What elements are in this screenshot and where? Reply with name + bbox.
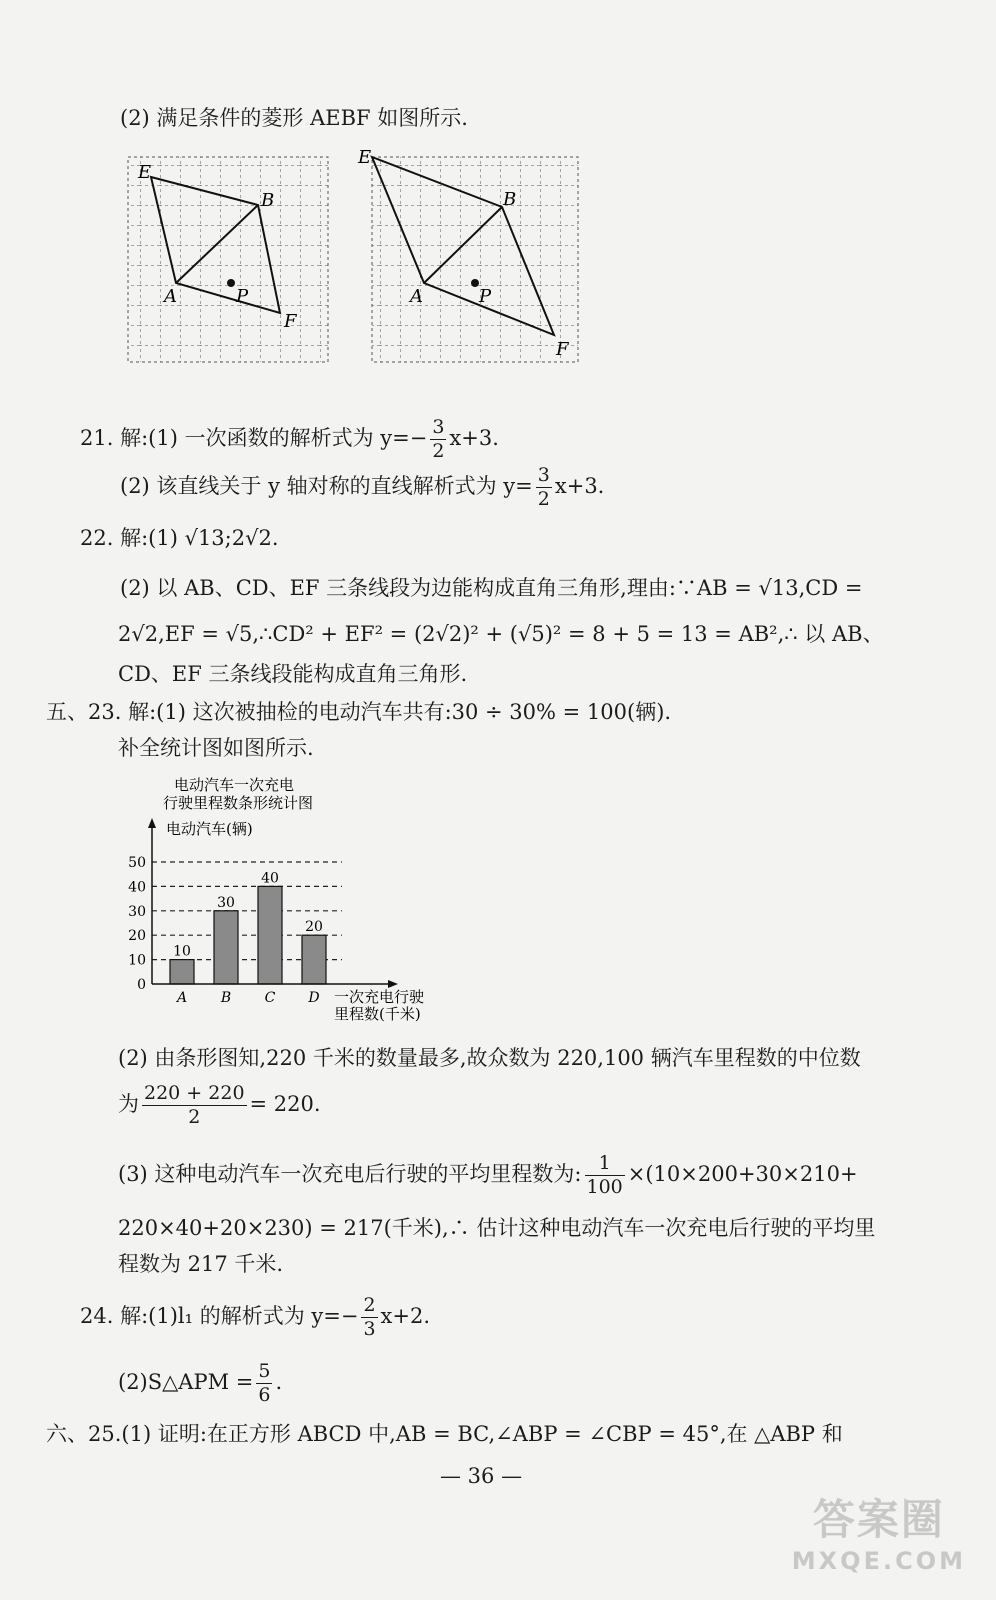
- category-label: B: [220, 990, 232, 1006]
- bar-D: [302, 935, 326, 984]
- label-P: P: [236, 286, 249, 307]
- bar-B: [214, 911, 238, 984]
- y-tick-label: 10: [128, 952, 146, 969]
- y-axis-arrow: [148, 818, 156, 828]
- bar-value-label: 20: [305, 919, 323, 936]
- rhombus-figures: [120, 145, 620, 375]
- page-number: — 36 —: [440, 1464, 523, 1488]
- x-axis-label-line2: 里程数(千米): [334, 1005, 421, 1023]
- watermark-line2: MXQE.COM: [791, 1547, 966, 1575]
- q24-part1: 24. 解:(1)l₁ 的解析式为 y=− $\frac{2}{3}$ x+2.: [80, 1294, 431, 1340]
- y-tick-label: 20: [128, 928, 146, 945]
- chart-title-line2: 行驶里程数条形统计图: [162, 794, 314, 812]
- bar-A: [170, 960, 194, 984]
- label-F: F: [556, 339, 569, 360]
- label-B: B: [261, 190, 275, 211]
- label-A: A: [164, 286, 177, 307]
- right-rhombus-figure: [357, 147, 578, 362]
- q23-part2-line2: 为 $\frac{220 + 220}{2}$ = 220.: [118, 1082, 321, 1128]
- q25-part1: 六、25.(1) 证明:在正方形 ABCD 中,AB = BC,∠ABP = ∠CBP = 45°,在 △ABP 和: [46, 1422, 843, 1446]
- q20-caption: (2) 满足条件的菱形 AEBF 如图所示.: [120, 106, 468, 130]
- q23-part3-line1: (3) 这种电动汽车一次充电后行驶的平均里程数为: $\frac{1}{100}$ ×(10×200+30×210+: [118, 1152, 858, 1198]
- y-tick-label: 50: [128, 855, 146, 871]
- bar-value-label: 30: [217, 894, 235, 911]
- y-tick-label: 40: [128, 879, 146, 896]
- x-axis-label-line1: 一次充电行驶: [334, 988, 425, 1006]
- category-label: C: [264, 990, 276, 1006]
- q23-part3-line3: 程数为 217 千米.: [118, 1252, 284, 1276]
- q21-part1: 21. 解:(1) 一次函数的解析式为 y=− $\frac{3}{2}$ x+3.: [80, 416, 499, 462]
- q22-part2-line2: 2√2,EF = √5,∴CD² + EF² = (2√2)² + (√5)² = 8 + 5 = 13 = AB²,∴ 以 AB、: [118, 622, 884, 646]
- watermark-line1: 答案圈: [812, 1495, 945, 1544]
- label-P: P: [479, 286, 492, 307]
- mileage-bar-chart: [120, 772, 460, 1027]
- y-tick-label: 0: [137, 977, 146, 993]
- q23-part1: 五、23. 解:(1) 这次被抽检的电动汽车共有:30 ÷ 30% = 100(辆).: [46, 700, 672, 724]
- bar-value-label: 10: [173, 943, 191, 960]
- q22-part2-line1: (2) 以 AB、CD、EF 三条线段为边能构成直角三角形,理由:∵AB = √13,CD =: [120, 576, 863, 600]
- category-label: A: [176, 990, 188, 1006]
- q22-part1: 22. 解:(1) √13;2√2.: [80, 526, 279, 550]
- q23-part2-line1: (2) 由条形图知,220 千米的数量最多,故众数为 220,100 辆汽车里程数的中位数: [118, 1046, 861, 1070]
- q24-part2: (2)S△APM = $\frac{5}{6}$ .: [118, 1360, 283, 1406]
- watermark-logo: [792, 1487, 966, 1575]
- q23-part1b: 补全统计图如图所示.: [118, 736, 314, 760]
- x-axis-arrow: [388, 980, 398, 988]
- bar-value-label: 40: [261, 870, 279, 887]
- left-rhombus-figure: [128, 157, 328, 362]
- label-A: A: [410, 286, 423, 307]
- q21-part2: (2) 该直线关于 y 轴对称的直线解析式为 y= $\frac{3}{2}$ x+3.: [120, 464, 605, 510]
- y-tick-label: 30: [128, 903, 146, 920]
- label-B: B: [503, 189, 517, 210]
- q22-part2-line3: CD、EF 三条线段能构成直角三角形.: [118, 662, 468, 686]
- y-axis-label: 电动汽车(辆): [166, 820, 253, 838]
- q23-part3-line2: 220×40+20×230) = 217(千米),∴ 估计这种电动汽车一次充电后行驶的平均里: [118, 1216, 876, 1240]
- chart-title-line1: 电动汽车一次充电: [173, 776, 295, 794]
- label-E: E: [358, 147, 372, 168]
- label-E: E: [138, 162, 152, 183]
- label-F: F: [284, 311, 297, 332]
- bar-C: [258, 886, 282, 984]
- category-label: D: [308, 990, 320, 1006]
